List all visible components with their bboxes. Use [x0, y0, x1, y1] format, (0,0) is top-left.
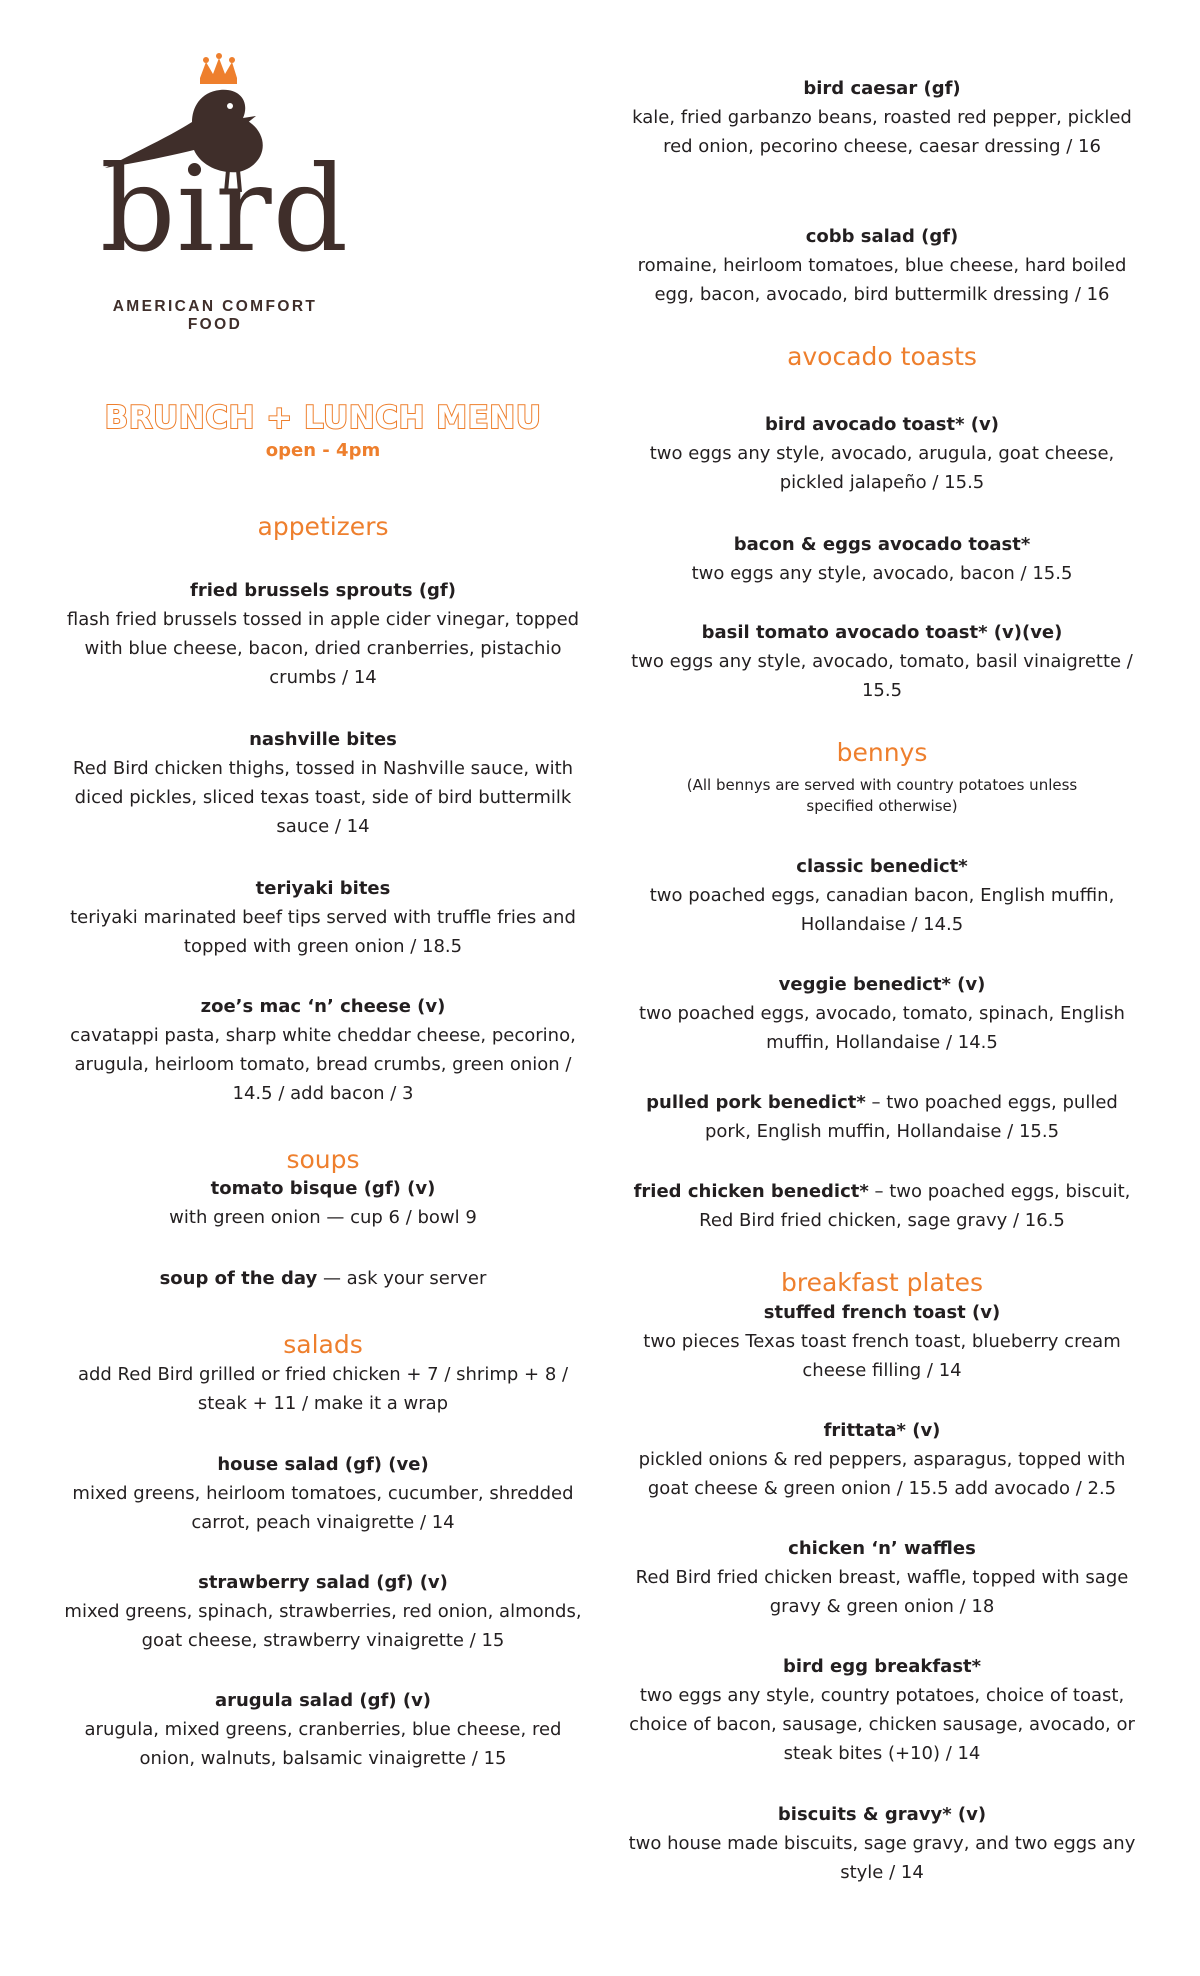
menu-item	[618, 852, 1146, 939]
menu-item	[60, 576, 586, 692]
section-title-soups: soups	[286, 1145, 360, 1174]
item-name: bacon & eggs avocado toast*	[733, 534, 1031, 555]
item-desc: with green onion — cup 6 / bowl 9	[169, 1207, 477, 1228]
item-desc: – two poached eggs, biscuit, Red Bird fried chicken, sage gravy / 16.5	[699, 1181, 1131, 1231]
item-name: classic benedict*	[796, 856, 968, 877]
section-note: (All bennys are served with country potatoes unless specified otherwise)	[686, 776, 1078, 815]
item-desc: Red Bird chicken thighs, tossed in Nashville sauce, with diced pickles, sliced texas toast, side of bird buttermilk sauce / 14	[72, 758, 574, 837]
section-title-appetizers: appetizers	[257, 512, 389, 541]
item-name: pulled pork benedict*	[646, 1092, 866, 1113]
section-title-avocado-toasts: avocado toasts	[787, 342, 977, 371]
menu-item	[618, 1652, 1146, 1768]
menu-hours: open - 4pm	[265, 440, 381, 461]
section-title-bennys: bennys	[836, 738, 928, 767]
menu-item	[618, 970, 1146, 1057]
menu-item	[60, 1568, 586, 1655]
item-desc: Red Bird fried chicken breast, waffle, topped with sage gravy & green onion / 18	[635, 1567, 1129, 1617]
item-desc: two pieces Texas toast french toast, blueberry cream cheese filling / 14	[643, 1331, 1121, 1381]
item-desc: cavatappi pasta, sharp white cheddar cheese, pecorino, arugula, heirloom tomato, bread crumbs, green onion / 14.5 / add bacon / 3	[70, 1025, 576, 1104]
menu-item	[618, 530, 1146, 588]
item-desc: two poached eggs, avocado, tomato, spinach, English muffin, Hollandaise / 14.5	[639, 1003, 1125, 1053]
item-name: fried brussels sprouts (gf)	[189, 580, 456, 601]
item-desc: mixed greens, heirloom tomatoes, cucumber, shredded carrot, peach vinaigrette / 14	[72, 1483, 574, 1533]
item-name: bird caesar (gf)	[803, 78, 961, 99]
item-desc: kale, fried garbanzo beans, roasted red pepper, pickled red onion, pecorino cheese, caesar dressing / 16	[632, 107, 1132, 157]
section-note: add Red Bird grilled or fried chicken + 7 / shrimp + 8 / steak + 11 / make it a wrap	[77, 1364, 569, 1414]
item-name: strawberry salad (gf) (v)	[198, 1572, 448, 1593]
menu-item	[60, 874, 586, 961]
item-desc: two eggs any style, country potatoes, choice of toast, choice of bacon, sausage, chicken sausage, avocado, or steak bites (+10) / 14	[629, 1685, 1135, 1764]
item-desc: teriyaki marinated beef tips served with truffle fries and topped with green onion / 18.5	[70, 907, 576, 957]
item-name: frittata* (v)	[823, 1420, 941, 1441]
item-name: bird avocado toast* (v)	[765, 414, 999, 435]
section-title-salads: salads	[283, 1330, 363, 1359]
item-desc: two eggs any style, avocado, tomato, basil vinaigrette / 15.5	[631, 651, 1133, 701]
menu-item	[60, 725, 586, 841]
item-desc: romaine, heirloom tomatoes, blue cheese, hard boiled egg, bacon, avocado, bird buttermilk dressing / 16	[637, 255, 1127, 305]
item-name: zoe’s mac ‘n’ cheese (v)	[200, 996, 446, 1017]
menu-item	[60, 992, 586, 1108]
item-name: house salad (gf) (ve)	[217, 1454, 429, 1475]
item-name: stuffed french toast (v)	[763, 1302, 1001, 1323]
item-name: soup of the day	[159, 1268, 318, 1289]
menu-item	[60, 1450, 586, 1537]
menu-item	[60, 1174, 586, 1232]
menu-item	[60, 1264, 586, 1293]
item-name: tomato bisque (gf) (v)	[210, 1178, 436, 1199]
item-desc: two poached eggs, canadian bacon, English muffin, Hollandaise / 14.5	[649, 885, 1115, 935]
menu-item	[618, 410, 1146, 497]
item-desc: two eggs any style, avocado, bacon / 15.5	[691, 563, 1073, 584]
item-name: fried chicken benedict*	[633, 1181, 869, 1202]
brand-name: bird	[100, 140, 350, 278]
item-desc: flash fried brussels tossed in apple cider vinegar, topped with blue cheese, bacon, dried cranberries, pistachio crumbs / 14	[66, 609, 580, 688]
menu-item	[618, 74, 1146, 161]
item-name: arugula salad (gf) (v)	[214, 1690, 432, 1711]
item-desc: – two poached eggs, pulled pork, English muffin, Hollandaise / 15.5	[704, 1092, 1118, 1142]
item-desc: two house made biscuits, sage gravy, and two eggs any style / 14	[628, 1833, 1136, 1883]
item-name: nashville bites	[249, 729, 397, 750]
item-name: veggie benedict* (v)	[778, 974, 986, 995]
item-desc: — ask your server	[317, 1268, 487, 1289]
menu-header	[60, 400, 586, 461]
item-name: basil tomato avocado toast* (v)(ve)	[701, 622, 1063, 643]
menu-item	[618, 222, 1146, 309]
menu-item	[618, 1298, 1146, 1385]
item-name: bird egg breakfast*	[782, 1656, 982, 1677]
menu-item	[618, 1416, 1146, 1503]
item-name: biscuits & gravy* (v)	[777, 1804, 987, 1825]
item-desc: two eggs any style, avocado, arugula, goat cheese, pickled jalapeño / 15.5	[649, 443, 1115, 493]
item-desc: arugula, mixed greens, cranberries, blue cheese, red onion, walnuts, balsamic vinaigrette / 15	[84, 1719, 562, 1769]
item-name: teriyaki bites	[255, 878, 391, 899]
menu-title: BRUNCH + LUNCH MENU	[104, 400, 542, 436]
item-desc: mixed greens, spinach, strawberries, red onion, almonds, goat cheese, strawberry vinaigrette / 15	[64, 1601, 582, 1651]
menu-item	[618, 1177, 1146, 1235]
section-title-breakfast-plates: breakfast plates	[780, 1268, 983, 1297]
item-name: cobb salad (gf)	[805, 226, 959, 247]
item-name: chicken ‘n’ waffles	[788, 1538, 976, 1559]
menu-item	[618, 618, 1146, 705]
menu-item	[618, 1800, 1146, 1887]
menu-item	[60, 1686, 586, 1773]
brand-tagline: AMERICAN COMFORT FOOD	[112, 298, 318, 333]
menu-item	[618, 1088, 1146, 1146]
menu-item	[618, 1534, 1146, 1621]
item-desc: pickled onions & red peppers, asparagus, topped with goat cheese & green onion / 15.5 add avocado / 2.5	[638, 1449, 1126, 1499]
